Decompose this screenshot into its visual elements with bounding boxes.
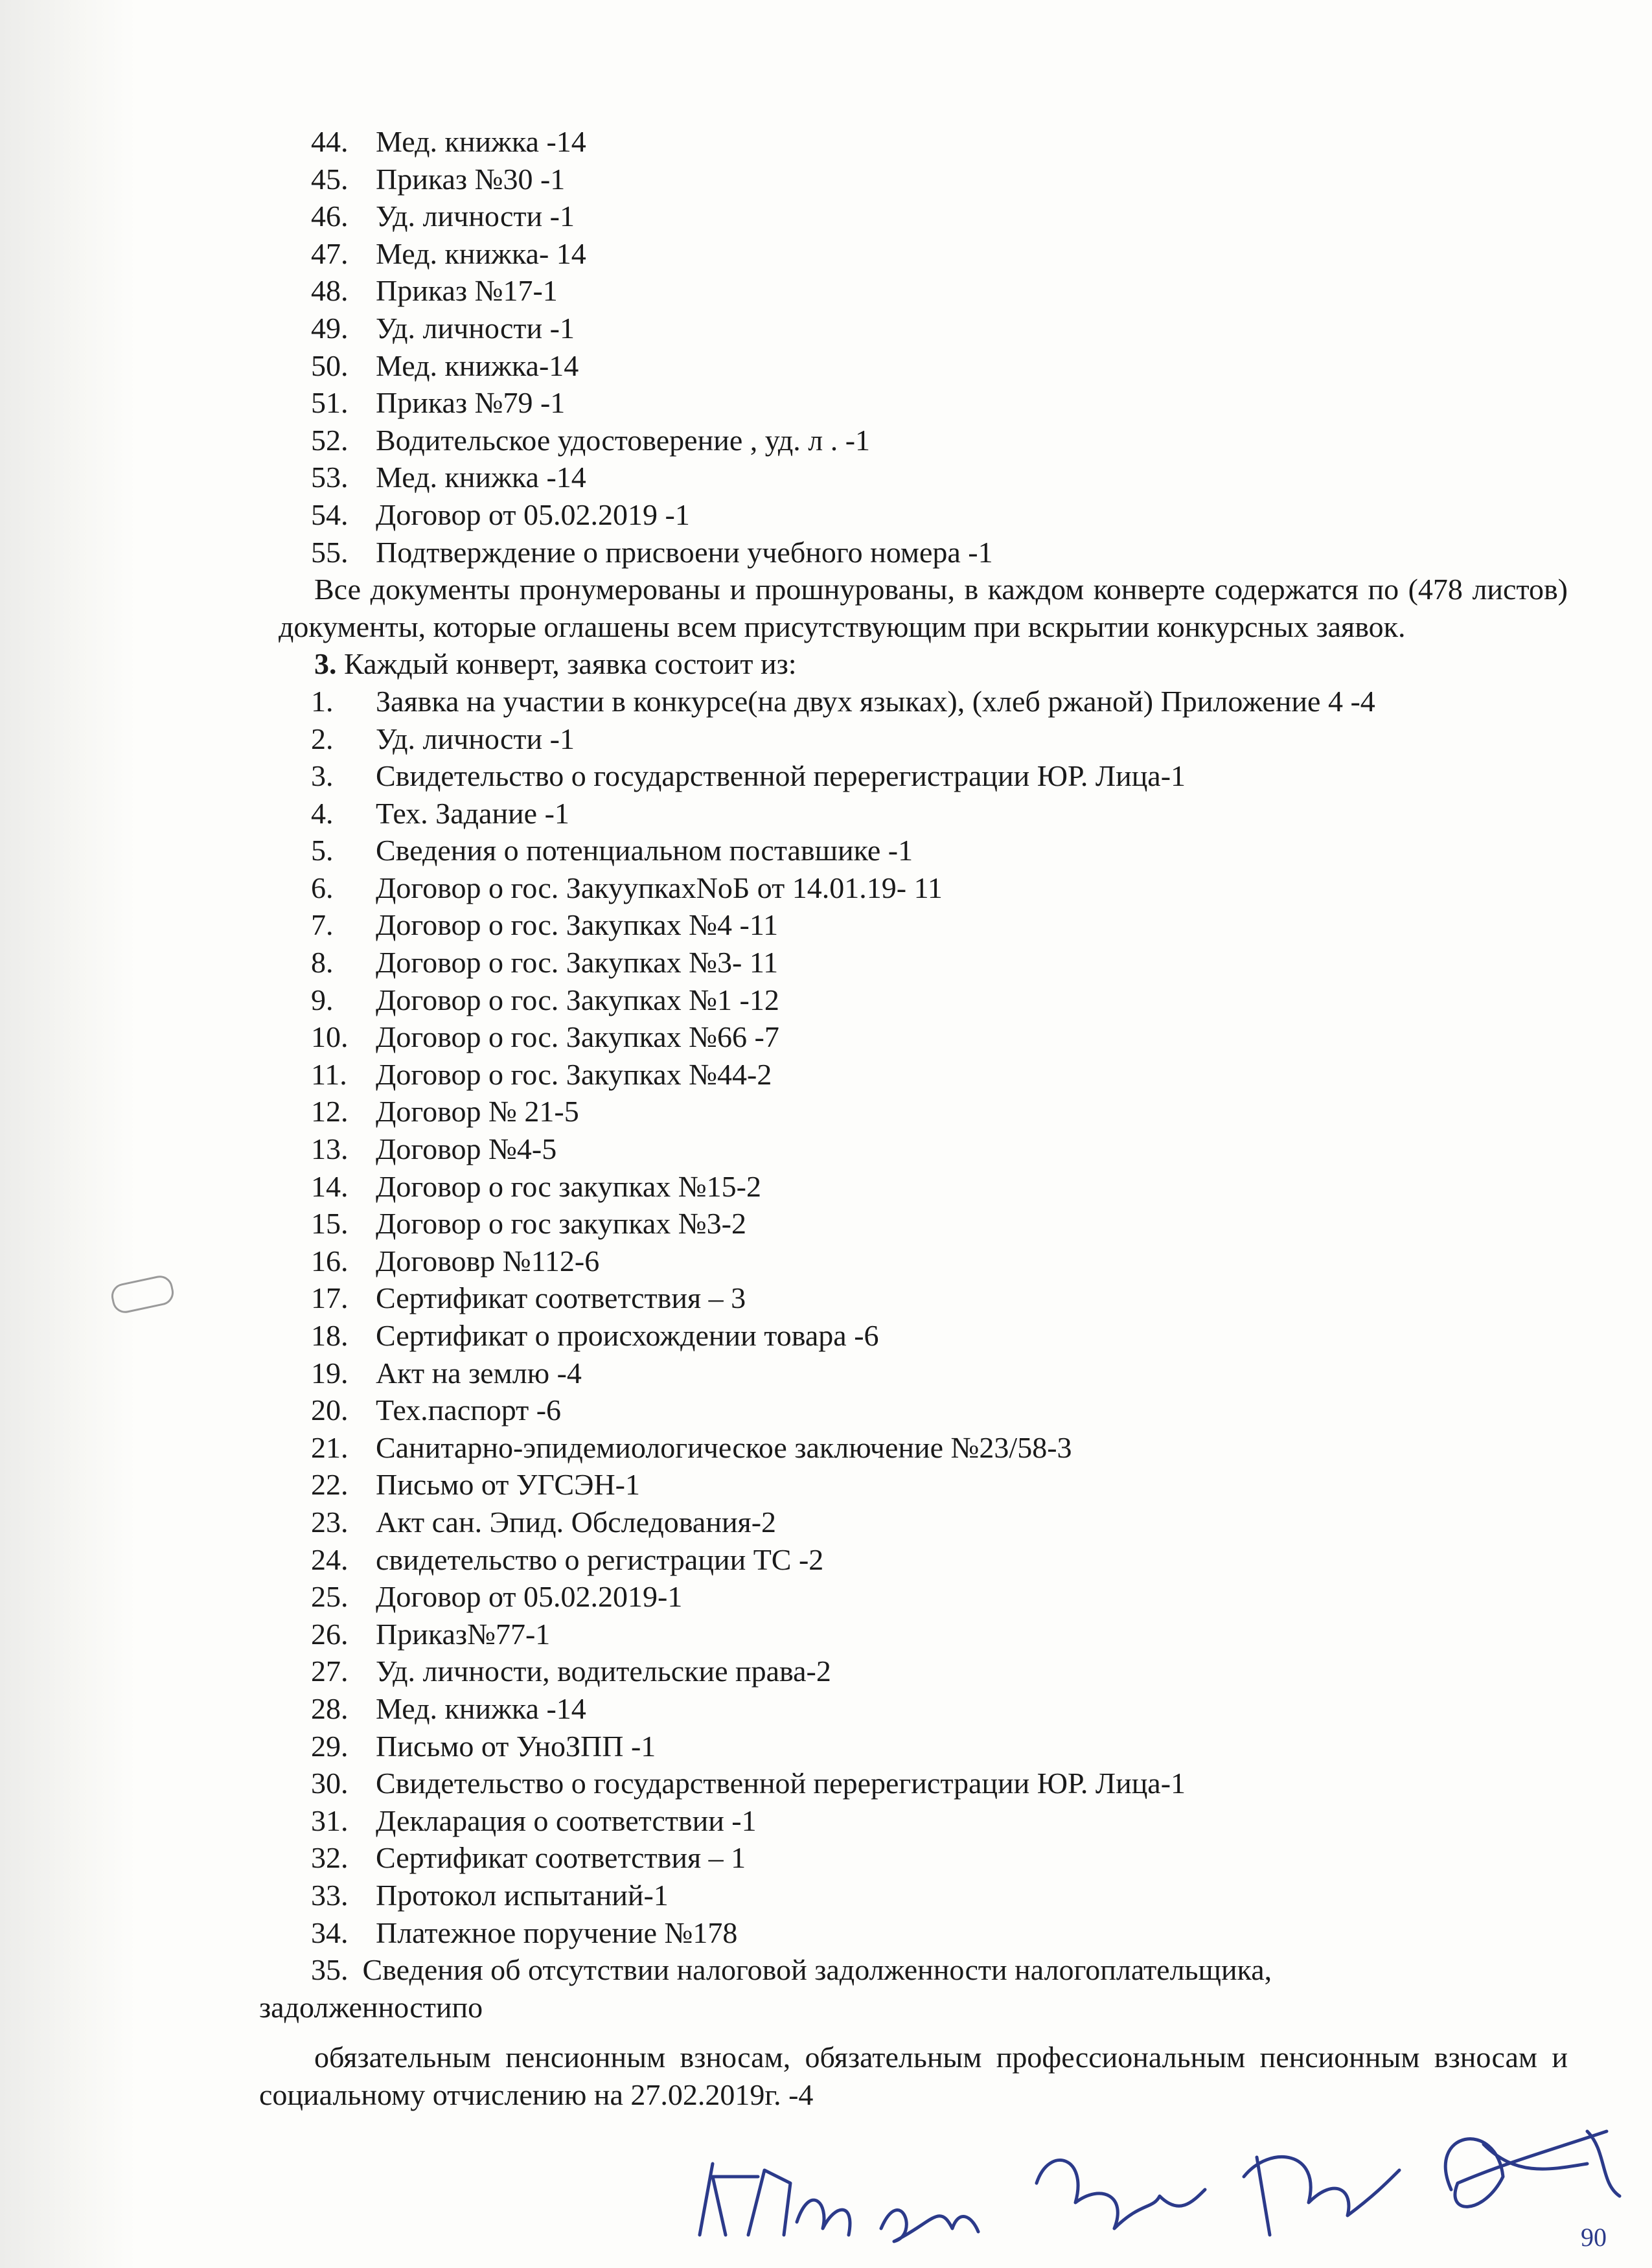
list-item-number: 9. xyxy=(311,983,334,1016)
list-item-text: Уд. личности, водительские права-2 xyxy=(376,1655,831,1688)
signature-3 xyxy=(1037,2160,1205,2228)
list-item xyxy=(279,1018,1568,1056)
list-item xyxy=(279,1578,1568,1616)
signature-5 xyxy=(1445,2131,1620,2206)
list-item xyxy=(279,795,1568,832)
list-item-number: 2. xyxy=(311,722,334,755)
list-item-text: Договор о гос закупках №3-2 xyxy=(376,1207,746,1241)
list-item-text: Свидетельство о государственной перерегистрации ЮР. Лица-1 xyxy=(376,1767,1186,1800)
list-item-number: 11. xyxy=(311,1057,347,1091)
list-item-text: Мед. книжка -14 xyxy=(376,461,586,494)
list-item-number: 19. xyxy=(311,1356,349,1390)
list-item xyxy=(279,1839,1568,1877)
list-item xyxy=(279,720,1568,758)
list-item-number: 5. xyxy=(311,834,334,867)
list-item-number: 54. xyxy=(311,498,349,531)
list-item-text: Договор №4-5 xyxy=(376,1132,557,1166)
list-item-text: Мед. книжка -14 xyxy=(376,125,586,158)
list-item xyxy=(279,422,1568,459)
list-item-text: Сертификат о происхождении товара -6 xyxy=(376,1319,879,1352)
list-item xyxy=(279,906,1568,944)
list-item xyxy=(279,1392,1568,1429)
list-item xyxy=(279,757,1568,795)
list-item-number: 51. xyxy=(311,386,349,420)
list-item-text: свидетельство о регистрации ТС -2 xyxy=(376,1542,824,1576)
list-item-text: Договор о гос. ЗакуупкахNoБ от 14.01.19- 11 xyxy=(376,871,943,904)
signature-2 xyxy=(881,2210,978,2241)
list-item-text: Мед. книжка -14 xyxy=(376,1691,586,1725)
list-item-text: Санитарно-эпидемиологическое заключение №23/58-3 xyxy=(376,1430,1072,1464)
list-item-text: Декларация о соответствии -1 xyxy=(376,1804,757,1837)
list-item-35-continuation: задолженностипо xyxy=(259,1990,483,2024)
document-list-continued xyxy=(279,123,1568,571)
list-item-number: 33. xyxy=(311,1878,349,1912)
list-item-text: Догововр №112-6 xyxy=(376,1244,600,1277)
signature-1 xyxy=(700,2164,850,2235)
list-item-text: Сведения о потенциальном поставшике -1 xyxy=(376,834,913,867)
list-item-35-tail: обязательным пенсионным взносам, обязательным профессиональным пенсионным взносам и социальному отчислению на 27.02.2019г. -4 xyxy=(259,2041,1568,2111)
list-item xyxy=(279,123,1568,161)
list-item xyxy=(279,683,1568,720)
list-item-number: 47. xyxy=(311,236,349,270)
list-item-text: Договор о гос. Закупках №44-2 xyxy=(376,1057,772,1091)
list-item-text: Договор о гос закупках №15-2 xyxy=(376,1169,761,1203)
list-item xyxy=(279,347,1568,385)
page-binding-edge xyxy=(0,0,136,2268)
list-item xyxy=(279,534,1568,571)
list-item-number: 21. xyxy=(311,1430,349,1464)
list-item xyxy=(279,310,1568,347)
list-item-text: Уд. личности -1 xyxy=(376,311,575,345)
list-item-text: Договор о гос. Закупках №4 -11 xyxy=(376,908,779,942)
list-item-text: Тех.паспорт -6 xyxy=(376,1393,562,1427)
list-item-text: Договор о гос. Закупках №3- 11 xyxy=(376,946,779,979)
list-item-text: Водительское удостоверение , уд. л . -1 xyxy=(376,423,871,457)
section-number: 3. xyxy=(314,647,337,681)
list-item-text: Акт сан. Эпид. Обследования-2 xyxy=(376,1505,777,1539)
list-item xyxy=(279,1130,1568,1168)
list-item-number: 45. xyxy=(311,162,349,196)
list-item-text: Сертификат соответствия – 1 xyxy=(376,1841,746,1875)
list-item-number: 35. xyxy=(311,1953,349,1987)
list-item xyxy=(279,832,1568,869)
list-item-number: 16. xyxy=(311,1244,349,1277)
list-item xyxy=(279,1504,1568,1541)
list-item-text: Договор от 05.02.2019 -1 xyxy=(376,498,690,531)
signature-4 xyxy=(1244,2157,1399,2235)
list-item xyxy=(279,1914,1568,1952)
list-item-number: 49. xyxy=(311,311,349,345)
list-item xyxy=(279,1243,1568,1280)
list-item-number: 27. xyxy=(311,1655,349,1688)
list-item-number: 32. xyxy=(311,1841,349,1875)
list-item-text: Приказ №17-1 xyxy=(376,274,558,308)
list-item-text: Мед. книжка- 14 xyxy=(376,236,586,270)
list-item xyxy=(279,1205,1568,1243)
list-item-number: 1. xyxy=(311,684,334,718)
list-item-number: 44. xyxy=(311,125,349,158)
list-item-number: 20. xyxy=(311,1393,349,1427)
list-item-number: 34. xyxy=(311,1916,349,1949)
list-item-number: 30. xyxy=(311,1767,349,1800)
list-item xyxy=(279,1466,1568,1504)
list-item-number: 3. xyxy=(311,759,334,793)
list-item-number: 10. xyxy=(311,1020,349,1054)
list-item xyxy=(279,384,1568,422)
list-item xyxy=(279,1056,1568,1094)
list-item-number: 29. xyxy=(311,1729,349,1763)
list-item-number: 15. xyxy=(311,1207,349,1241)
list-item-number: 55. xyxy=(311,535,349,569)
list-item-text: Приказ№77-1 xyxy=(376,1617,551,1651)
list-item-number: 12. xyxy=(311,1095,349,1128)
list-item-number: 8. xyxy=(311,946,334,979)
list-item-number: 26. xyxy=(311,1617,349,1651)
list-item-number: 24. xyxy=(311,1542,349,1576)
list-item-number: 4. xyxy=(311,796,334,830)
list-item xyxy=(279,1728,1568,1765)
list-item xyxy=(279,1690,1568,1728)
list-item xyxy=(279,1541,1568,1579)
list-item-text: Мед. книжка-14 xyxy=(376,349,579,382)
list-item-text: Договор о гос. Закупках №1 -12 xyxy=(376,983,779,1016)
list-item-number: 28. xyxy=(311,1691,349,1725)
list-item xyxy=(279,1355,1568,1392)
list-item-number: 18. xyxy=(311,1319,349,1352)
list-item xyxy=(279,1616,1568,1653)
list-item-text: Заявка на участии в конкурсе(на двух языках), (хлеб ржаной) Приложение 4 -4 xyxy=(376,684,1375,718)
list-item-number: 52. xyxy=(311,423,349,457)
list-item-text: Тех. Задание -1 xyxy=(376,796,569,830)
list-item-text: Протокол испытаний-1 xyxy=(376,1878,669,1912)
list-item xyxy=(279,1168,1568,1206)
list-item xyxy=(279,944,1568,981)
list-item xyxy=(279,235,1568,273)
list-item-text: Письмо от УГСЭН-1 xyxy=(376,1468,640,1502)
list-item-text: Приказ №79 -1 xyxy=(376,386,566,420)
list-item xyxy=(279,1429,1568,1467)
list-item xyxy=(279,1877,1568,1914)
list-item xyxy=(279,496,1568,534)
handwritten-signatures xyxy=(687,2105,1646,2261)
list-item xyxy=(279,1765,1568,1802)
list-item-text: Сведения об отсутствии налоговой задолженности налогоплательщика, xyxy=(362,1953,1272,1987)
list-item-number: 46. xyxy=(311,200,349,233)
list-item-text: Уд. личности -1 xyxy=(376,722,575,755)
list-item-text: Подтверждение о присвоени учебного номера -1 xyxy=(376,535,993,569)
list-item-number: 48. xyxy=(311,274,349,308)
list-item xyxy=(279,161,1568,198)
list-item xyxy=(279,981,1568,1019)
list-item-text: Договор о гос. Закупках №66 -7 xyxy=(376,1020,779,1054)
section-title: Каждый конверт, заявка состоит из: xyxy=(344,647,797,681)
list-item xyxy=(279,1653,1568,1690)
list-item xyxy=(279,1093,1568,1130)
summary-paragraph: Все документы пронумерованы и прошнурованы, в каждом конверте содержатся по (478 листов) документы, которые оглашены всем присутствующим при вскрытии конкурсных заявок. xyxy=(279,573,1568,643)
list-item-text: Акт на землю -4 xyxy=(376,1356,582,1390)
list-item-text: Платежное поручение №178 xyxy=(376,1916,738,1949)
list-item xyxy=(279,198,1568,235)
list-item xyxy=(279,1802,1568,1840)
list-item-text: Письмо от УноЗПП -1 xyxy=(376,1729,656,1763)
list-item xyxy=(279,1317,1568,1355)
list-item-text: Договор № 21-5 xyxy=(376,1095,579,1128)
list-item-number: 13. xyxy=(311,1132,349,1166)
list-item xyxy=(279,1279,1568,1317)
list-item-number: 25. xyxy=(311,1580,349,1614)
list-item-number: 14. xyxy=(311,1169,349,1203)
list-item-text: Приказ №30 -1 xyxy=(376,162,566,196)
list-item-number: 50. xyxy=(311,349,349,382)
list-item xyxy=(279,272,1568,310)
list-item-text: Договор от 05.02.2019-1 xyxy=(376,1580,683,1614)
list-item-text: Уд. личности -1 xyxy=(376,200,575,233)
list-item-number: 7. xyxy=(311,908,334,942)
list-item-number: 6. xyxy=(311,871,334,904)
document-body xyxy=(259,123,1568,2113)
page-number: 90 xyxy=(1581,2223,1607,2252)
list-item-number: 22. xyxy=(311,1468,349,1502)
list-item-35 xyxy=(279,1951,1568,1989)
list-item xyxy=(279,459,1568,496)
list-item-number: 23. xyxy=(311,1505,349,1539)
list-item-number: 53. xyxy=(311,461,349,494)
section-heading xyxy=(279,645,1568,683)
envelope-contents-list xyxy=(279,683,1568,1951)
list-item xyxy=(279,869,1568,907)
list-item-text: Свидетельство о государственной перерегистрации ЮР. Лица-1 xyxy=(376,759,1186,793)
list-item-number: 31. xyxy=(311,1804,349,1837)
list-item-text: Сертификат соответствия – 3 xyxy=(376,1281,746,1315)
list-item-number: 17. xyxy=(311,1281,349,1315)
